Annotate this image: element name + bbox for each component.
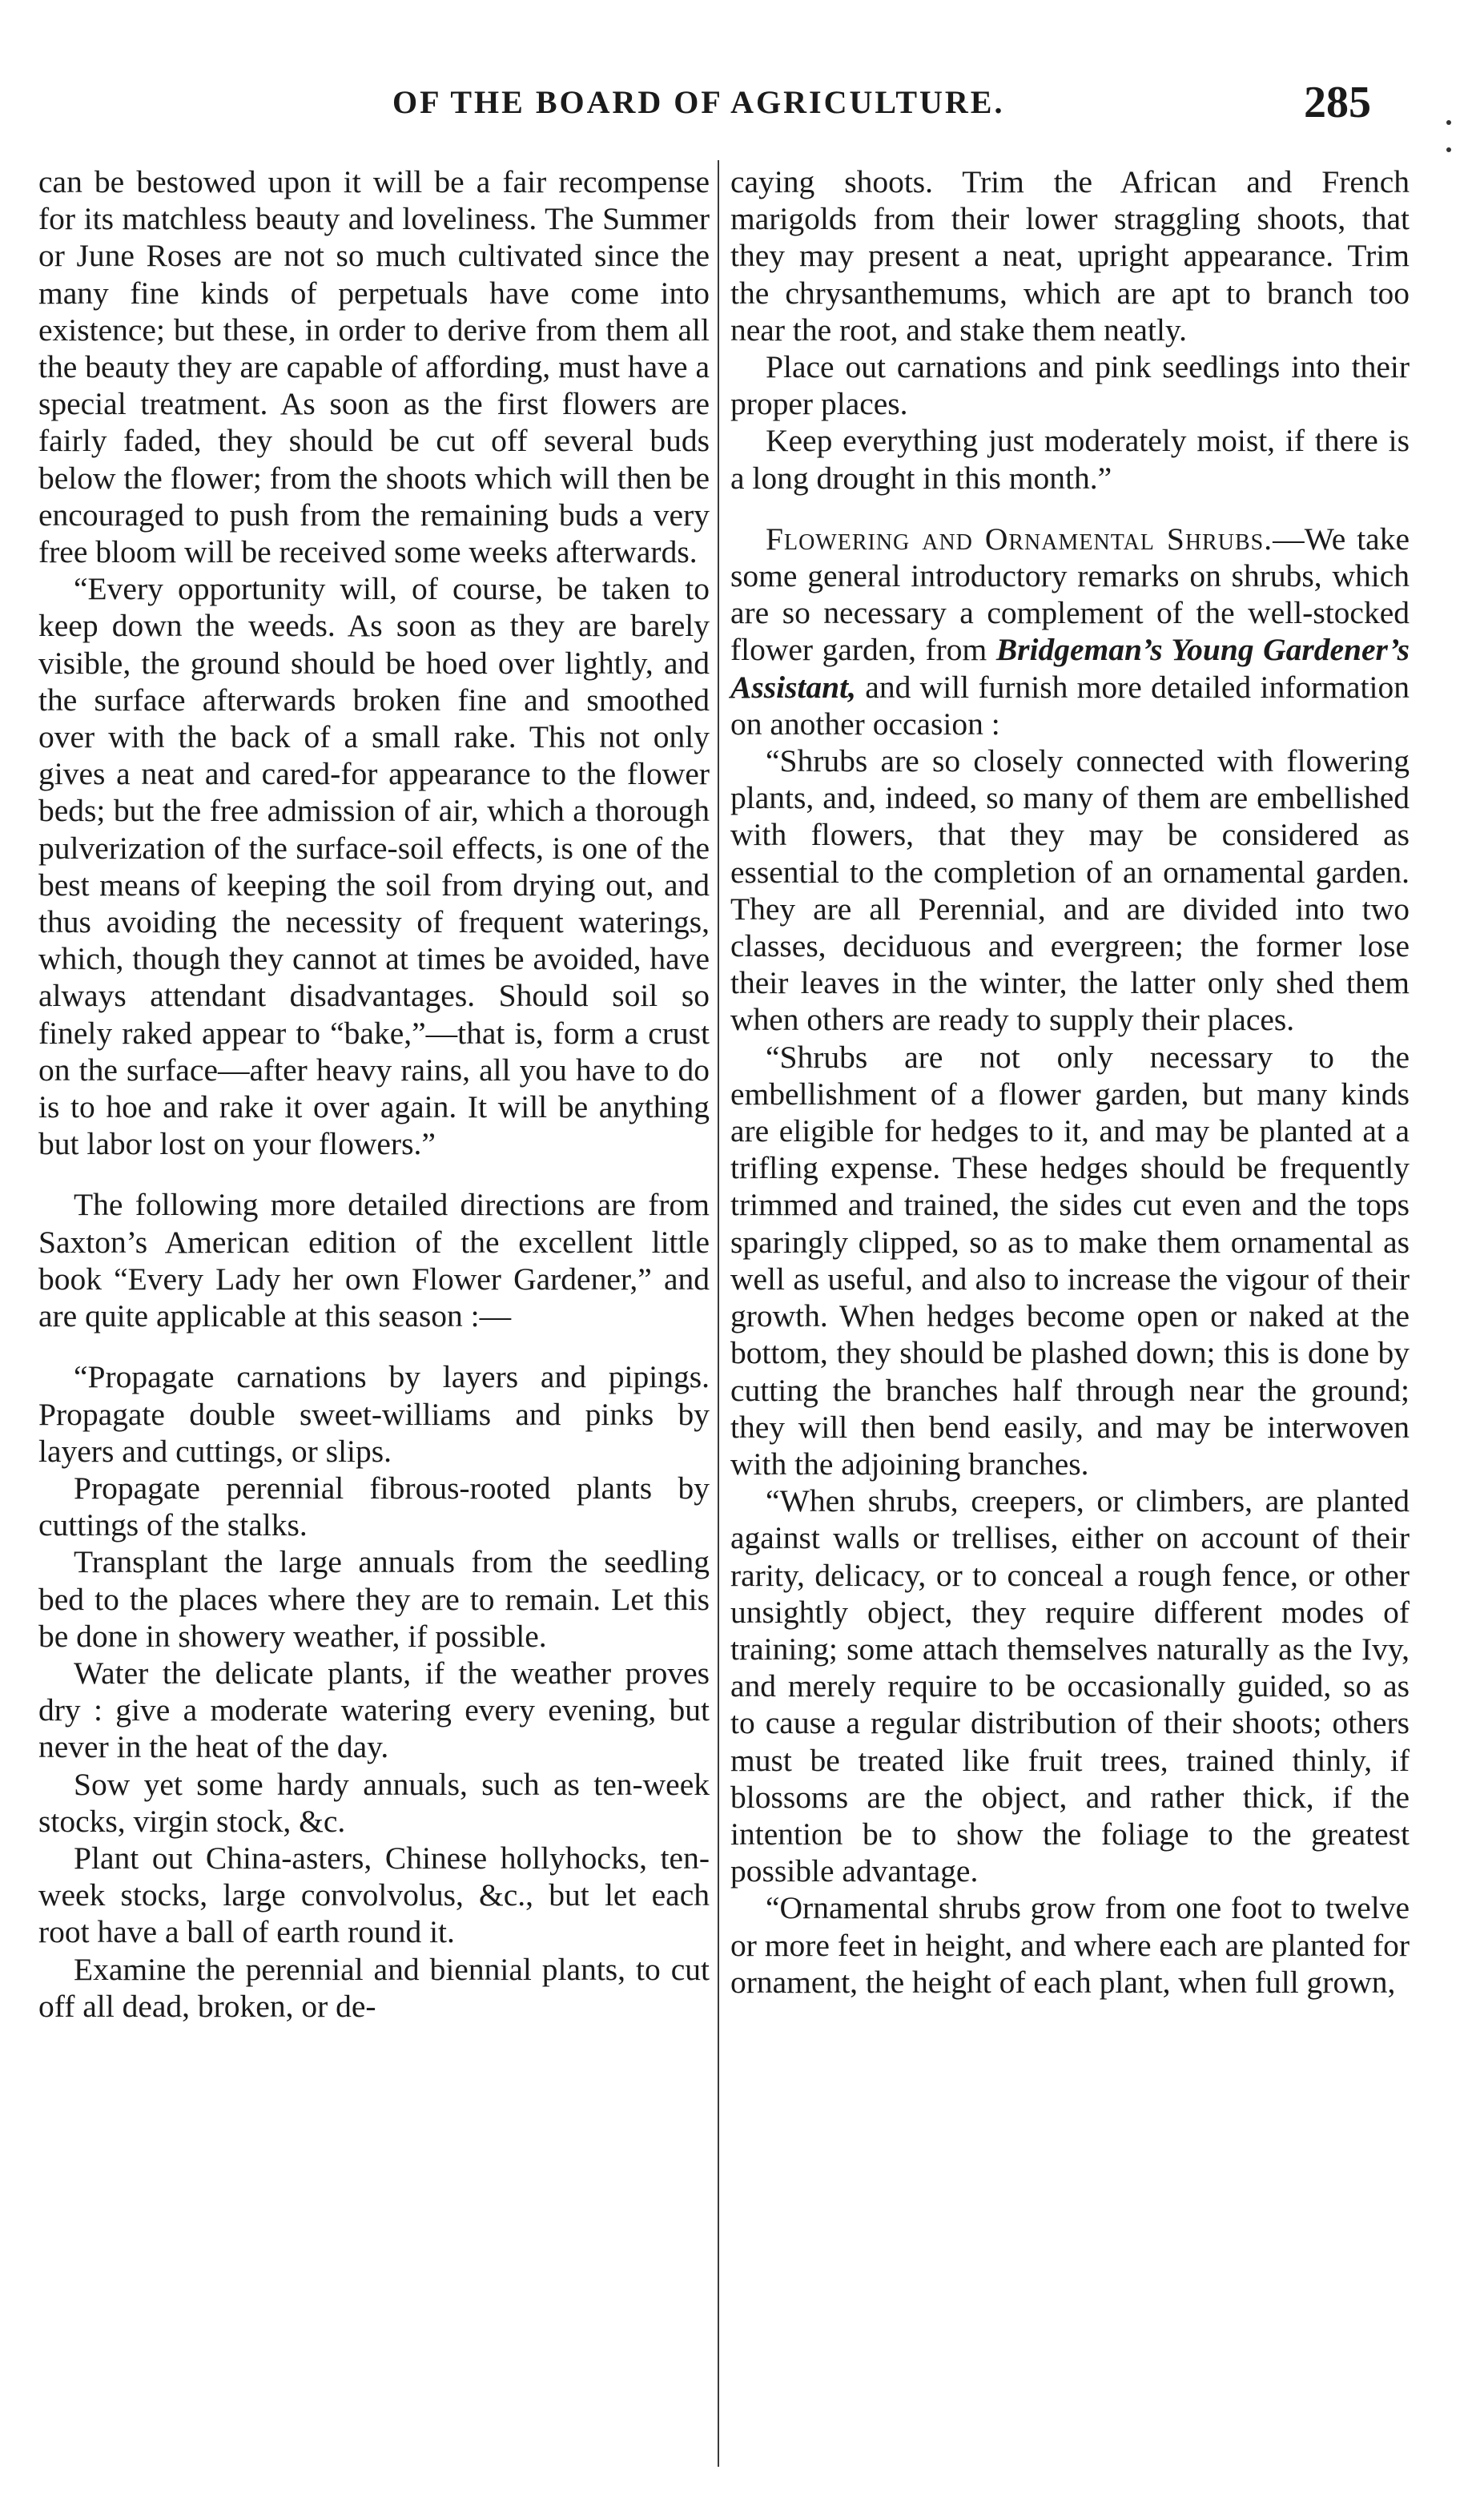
stray-mark xyxy=(1446,120,1451,125)
section-paragraph xyxy=(730,521,1410,742)
paragraph: Plant out China-asters, Chinese hollyhocks, ten-week stocks, large convolvolus, &c., but let each root have a ball of earth round it. xyxy=(38,1840,710,1950)
paragraph: “Shrubs are so closely connected with flowering plants, and, indeed, so many of them are embellished with flowers, that they may be considered as essential to the completion of an ornamental garden. They are all Perennial, and are divided into two classes, deciduous and evergreen; the former lose their leaves in the winter, the latter only shed them when others are ready to supply their places. xyxy=(730,743,1410,1038)
paragraph: Keep everything just moderately moist, if there is a long drought in this month.” xyxy=(730,423,1410,496)
paragraph: caying shoots. Trim the African and French marigolds from their lower straggling shoots, that they may present a neat, upright appearance. Trim the chrysanthemums, which are apt to branch too near the root, and stake them neatly. xyxy=(730,164,1410,348)
book-title: Bridgeman’s Young Gardener’s Assistant, xyxy=(730,632,1410,705)
paragraph: Propagate perennial fibrous-rooted plants by cuttings of the stalks. xyxy=(38,1470,710,1543)
right-column xyxy=(730,163,1410,2001)
section-heading: Flowering and Ornamental Shrubs. xyxy=(766,521,1273,557)
paragraph: “When shrubs, creepers, or climbers, are planted against walls or trellises, either on account of their rarity, delicacy, or to conceal a rough fence, or other unsightly object, they require different modes of training; some attach themselves naturally as the Ivy, and merely require to be occasionally guided, so as to cause a regular distribution of their shoots; others must be treated like fruit trees, trained thinly, if blossoms are the object, and rather thick, if the intention be to show the foliage to the greatest possible advantage. xyxy=(730,1483,1410,1889)
paragraph-text: and will furnish more detailed information on another occasion : xyxy=(730,669,1410,742)
paragraph: can be bestowed upon it will be a fair recompense for its matchless beauty and loveliness. The Summer or June Roses are not so much cultivated since the many fine kinds of perpetuals have come into existence; but these, in order to derive from them all the beauty they are capable of affording, must have a special treatment. As soon as the first flowers are fairly faded, they should be cut off several buds below the flower; from the shoots which will then be encouraged to push from the remaining buds a very free bloom will be received some weeks afterwards. xyxy=(38,164,710,570)
paragraph: Water the delicate plants, if the weather proves dry : give a moderate watering every evening, but never in the heat of the day. xyxy=(38,1655,710,1765)
page-header xyxy=(0,77,1484,141)
paragraph: Examine the perennial and biennial plants, to cut off all dead, broken, or de- xyxy=(38,1951,710,2024)
paragraph: Place out carnations and pink seedlings into their proper places. xyxy=(730,349,1410,422)
paragraph: “Shrubs are not only necessary to the embellishment of a flower garden, but many kinds are eligible for hedges to it, and may be planted at a trifling expense. These hedges should be frequently trimmed and trained, the sides cut even and the tops sparingly clipped, so as to make them ornamental as well as useful, and also to increase the vigour of their growth. When hedges become open or naked at the bottom, they should be plashed down; this is done by cutting the branches half through near the ground; they will then bend easily, and may be interwoven with the adjoining branches. xyxy=(730,1039,1410,1482)
paragraph: Transplant the large annuals from the seedling bed to the places where they are to remain. Let this be done in showery weather, if possible. xyxy=(38,1544,710,1654)
running-head: OF THE BOARD OF AGRICULTURE. xyxy=(392,84,1005,120)
paragraph-text: —We take some general introductory remarks on shrubs, which are so necessary a complement of the well-stocked flower garden, from xyxy=(730,521,1410,668)
paragraph: “Ornamental shrubs grow from one foot to twelve or more feet in height, and where each are planted for ornament, the height of each plant, when full grown, xyxy=(730,1890,1410,2000)
page-number: 285 xyxy=(1304,78,1371,127)
column-rule xyxy=(718,160,719,2467)
paragraph: The following more detailed directions are from Saxton’s American edition of the excellent little book “Every Lady her own Flower Gardener,” and are quite applicable at this season :— xyxy=(38,1187,710,1334)
paragraph: “Every opportunity will, of course, be taken to keep down the weeds. As soon as they are barely visible, the ground should be hoed over lightly, and the surface afterwards broken fine and smoothed over with the back of a small rake. This not only gives a neat and cared-for appearance to the flower beds; but the free admission of air, which a thorough pulverization of the surface-soil effects, is one of the best means of keeping the soil from drying out, and thus avoiding the necessity of frequent waterings, which, though they cannot at times be avoided, have always attendant disadvantages. Should soil so finely raked appear to “bake,”—that is, form a crust on the surface—after heavy rains, all you have to do is to hoe and rake it over again. It will be anything but labor lost on your flowers.” xyxy=(38,571,710,1162)
left-column xyxy=(38,163,710,2025)
paragraph: “Propagate carnations by layers and pipings. Propagate double sweet-williams and pinks by layers and cuttings, or slips. xyxy=(38,1359,710,1469)
stray-mark xyxy=(1446,147,1451,152)
paragraph: Sow yet some hardy annuals, such as ten-week stocks, virgin stock, &c. xyxy=(38,1766,710,1839)
